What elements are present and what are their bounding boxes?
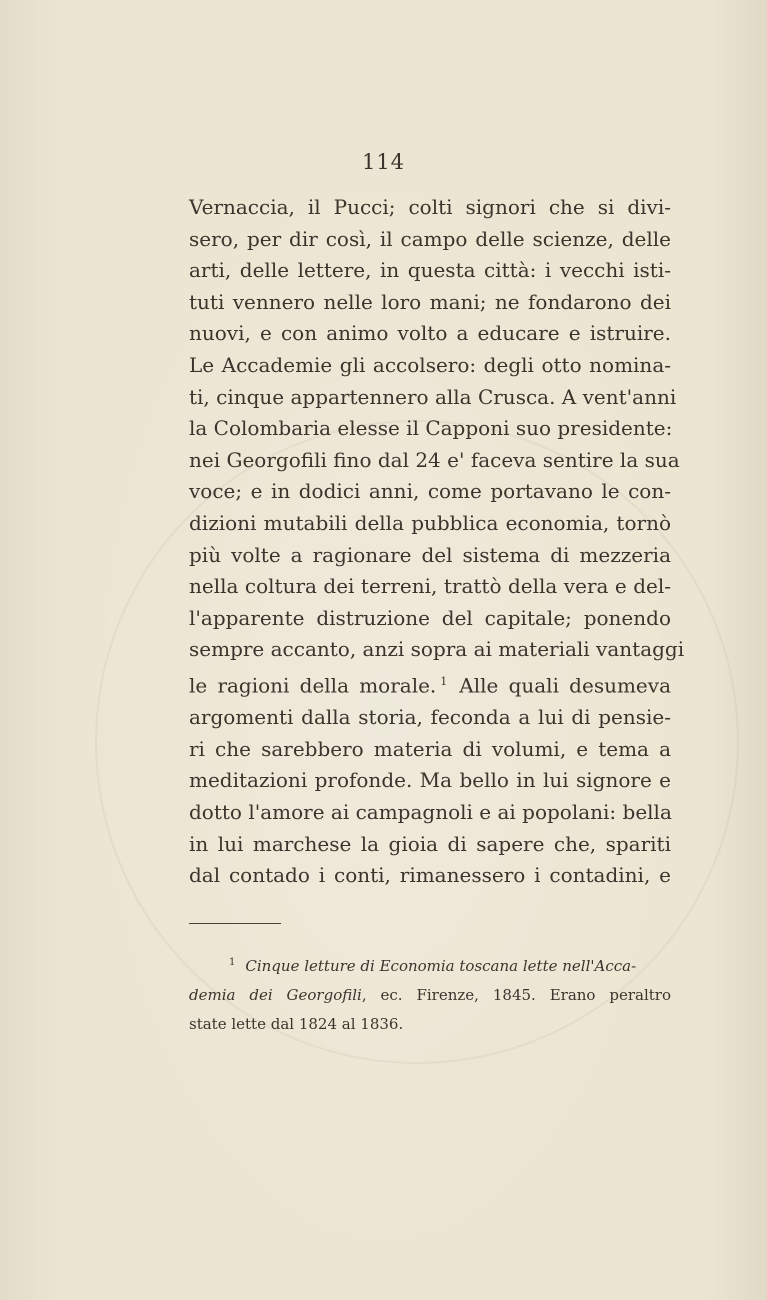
footnote-reference: 1 [440, 674, 448, 688]
footnote-divider [189, 923, 281, 924]
text-line: dizioni mutabili della pubblica economia, tornò [189, 510, 671, 535]
footnote-title: Cinque letture di Economia toscana lette nell'Acca- [245, 957, 637, 975]
body-text [189, 192, 685, 892]
text-line: voce; e in dodici anni, come portavano le con- [189, 479, 671, 504]
text-line: meditazioni profonde. Ma bello in lui signore e [189, 768, 671, 793]
text-line: nuovi, e con animo volto a educare e istruire. [189, 321, 671, 346]
text-line: sero, per dir così, il campo delle scienze, delle [189, 226, 671, 251]
text-line: sempre accanto, anzi sopra ai materiali vantaggi [189, 637, 685, 662]
text-line: ri che sarebbero materia di volumi, e tema a [189, 736, 671, 761]
text-line: nella coltura dei terreni, trattò della vera e del- [189, 574, 671, 599]
text-line: nei Georgofili fino dal 24 e' faceva sentire la sua [189, 447, 680, 472]
footnote-title-cont: demia dei Georgofili [189, 986, 362, 1004]
page-number: 114 [361, 150, 406, 174]
footnote-line: state lette dal 1824 al 1836. [189, 1015, 404, 1033]
text-line: Le Accademie gli accolsero: degli otto nomina- [189, 352, 671, 377]
text-line: più volte a ragionare del sistema di mezzeria [189, 542, 671, 567]
text-line: Vernaccia, il Pucci; colti signori che si divi- [189, 195, 671, 219]
text-line-with-footnote [189, 666, 671, 702]
text-segment: Alle quali desumeva [459, 673, 671, 698]
footnote-line [189, 948, 671, 981]
text-line: la Colombaria elesse il Capponi suo presidente: [189, 416, 673, 441]
text-line: dal contado i conti, rimanessero i contadini, e [189, 863, 671, 888]
footnote [189, 948, 671, 1039]
text-line: tuti vennero nelle loro mani; ne fondarono dei [189, 289, 671, 314]
text-line: l'apparente distruzione del capitale; ponendo [189, 605, 671, 630]
footnote-line [189, 981, 671, 1010]
footnote-citation: , ec. Firenze, 1845. Erano peraltro [361, 986, 671, 1004]
text-line: ti, cinque appartennero alla Crusca. A vent'anni [189, 384, 677, 409]
text-segment: le ragioni della morale. [189, 673, 437, 698]
footnote-marker: 1 [229, 957, 236, 968]
text-line: dotto l'amore ai campagnoli e ai popolani: bella [189, 799, 672, 824]
text-line: argomenti dalla storia, feconda a lui di pensie- [189, 705, 671, 730]
text-line: arti, delle lettere, in questa città: i vecchi isti- [189, 258, 671, 283]
text-line: in lui marchese la gioia di sapere che, spariti [189, 831, 671, 856]
